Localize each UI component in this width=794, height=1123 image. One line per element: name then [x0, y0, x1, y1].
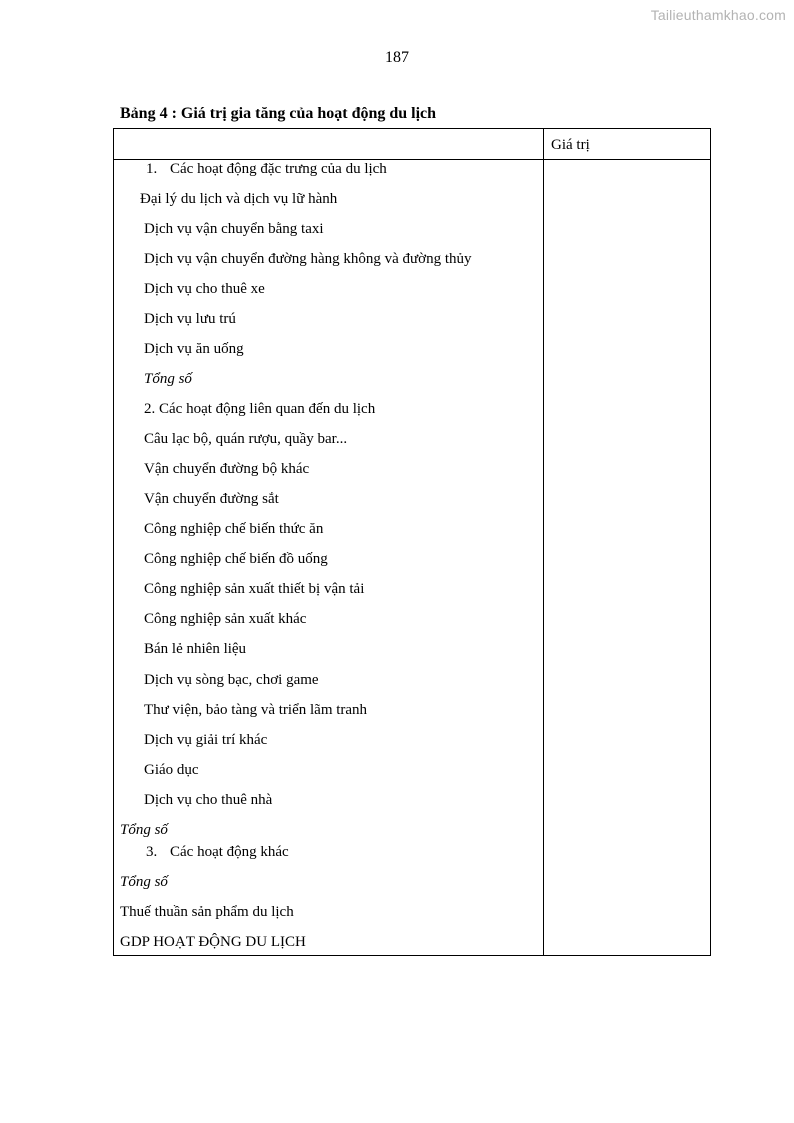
row-label: Dịch vụ sòng bạc, chơi game — [144, 672, 319, 688]
row-label: Tổng số — [144, 371, 192, 387]
subtotal-row — [144, 370, 192, 388]
table-row — [144, 761, 199, 779]
row-label: GDP HOẠT ĐỘNG DU LỊCH — [120, 934, 306, 950]
table-row — [144, 460, 309, 478]
section-number: 1. — [146, 161, 158, 177]
table-row — [144, 250, 472, 268]
row-label: Vận chuyển đường sắt — [144, 491, 279, 507]
table-row — [144, 580, 364, 598]
row-label: Dịch vụ giải trí khác — [144, 732, 268, 748]
row-label: Dịch vụ ăn uống — [144, 341, 244, 357]
value-column-header: Giá trị — [551, 137, 590, 153]
row-label: 2. Các hoạt động liên quan đến du lịch — [144, 401, 376, 417]
row-label: Công nghiệp chế biến thức ăn — [144, 521, 324, 537]
row-label: Dịch vụ cho thuê xe — [144, 281, 265, 297]
table-row — [144, 610, 306, 628]
row-label: Câu lạc bộ, quán rượu, quầy bar... — [144, 431, 348, 447]
page-number: 187 — [385, 49, 409, 66]
table-caption: Bảng 4 : Giá trị gia tăng của hoạt động du lịch — [120, 105, 437, 122]
column-divider — [543, 129, 544, 955]
table-row — [144, 791, 272, 809]
subtotal-row — [120, 821, 168, 839]
row-label: Thuế thuần sản phẩm du lịch — [120, 904, 294, 920]
row-label: Các hoạt động đặc trưng của du lịch — [170, 161, 387, 177]
table-row — [144, 671, 319, 689]
row-label: Đại lý du lịch và dịch vụ lữ hành — [140, 191, 338, 207]
row-label: Dịch vụ vận chuyển đường hàng không và đường thủy — [144, 251, 472, 267]
subtotal-row — [120, 873, 168, 891]
table-row — [144, 490, 279, 508]
table-row — [144, 550, 328, 568]
watermark: Tailieuthamkhao.com — [650, 7, 786, 23]
row-label: Dịch vụ cho thuê nhà — [144, 792, 273, 808]
row-label: Các hoạt động khác — [170, 844, 289, 860]
row-label: Dịch vụ vận chuyển bằng taxi — [144, 221, 324, 237]
row-label: Vận chuyển đường bộ khác — [144, 461, 310, 477]
table-row — [144, 731, 267, 749]
row-label: Công nghiệp chế biến đồ uống — [144, 551, 328, 567]
table-row — [144, 520, 323, 538]
table-row — [140, 190, 337, 208]
table-row — [144, 430, 347, 448]
table-row — [144, 220, 324, 238]
gdp-total-row — [120, 933, 306, 951]
row-label: Thư viện, bảo tàng và triển lãm tranh — [144, 702, 368, 718]
section-heading-other — [146, 843, 289, 861]
row-label: Công nghiệp sản xuất khác — [144, 611, 307, 627]
row-label: Tổng số — [120, 822, 168, 838]
row-label: Bán lẻ nhiên liệu — [144, 641, 247, 657]
row-label: Tổng số — [120, 874, 168, 890]
net-tax-row — [120, 903, 294, 921]
table-row — [144, 340, 244, 358]
table-row — [144, 280, 265, 298]
section-number: 3. — [146, 844, 158, 860]
row-label: Công nghiệp sản xuất thiết bị vận tải — [144, 581, 365, 597]
table-row — [144, 310, 236, 328]
row-label: Dịch vụ lưu trú — [144, 311, 236, 327]
table-row — [144, 701, 367, 719]
row-label: Giáo dục — [144, 762, 199, 778]
section-heading-related — [144, 400, 375, 418]
section-heading-characteristic — [146, 160, 387, 178]
table-row — [144, 640, 246, 658]
